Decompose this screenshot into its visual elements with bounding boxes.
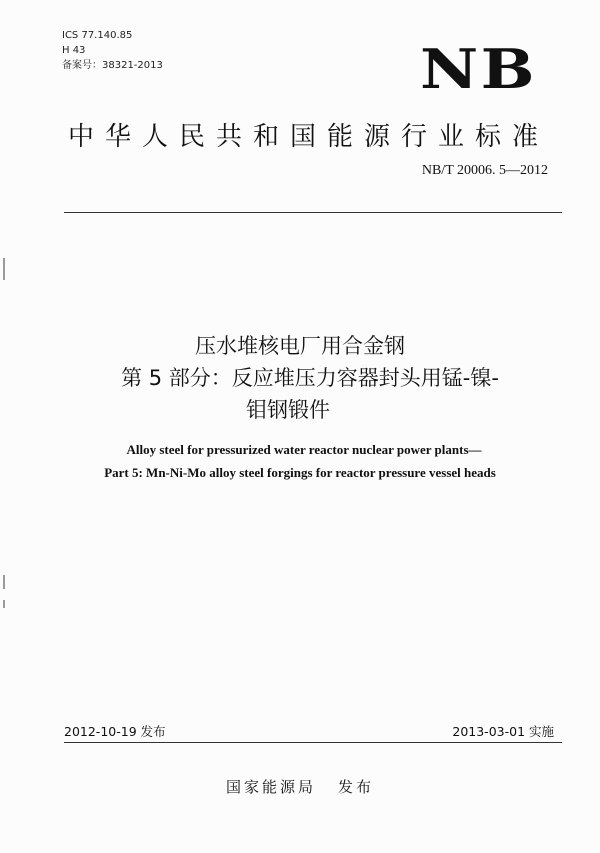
footer-divider	[64, 742, 562, 743]
publisher-name: 国家能源局	[226, 778, 317, 796]
publisher-line	[226, 776, 374, 797]
title-cn-line-2: 第 5 部分：反应堆压力容器封头用锰-镍-	[121, 366, 499, 390]
standard-type-title: 中华人民共和国能源行业标准	[68, 122, 550, 152]
header-divider	[64, 212, 562, 213]
title-cn-line-3: 钼钢锻件	[246, 398, 330, 422]
ics-code: ICS 77.140.85	[62, 30, 133, 41]
title-en-line-1: Alloy steel for pressurized water reactor nuclear power plants—	[126, 442, 482, 457]
nb-logo: NB	[420, 37, 537, 101]
classification-block	[62, 28, 163, 73]
issue-date: 2012-10-19 发布	[64, 724, 166, 739]
record-number: 备案号：38321-2013	[62, 60, 163, 71]
publisher-action: 发布	[338, 778, 375, 796]
standard-number: NB/T 20006. 5—2012	[421, 163, 548, 178]
title-en-line-2: Part 5: Mn-Ni-Mo alloy steel forgings for reactor pressure vessel heads	[104, 465, 496, 480]
scan-edge-mark	[3, 600, 5, 608]
implementation-date: 2013-03-01 实施	[452, 724, 554, 739]
scan-edge-mark	[3, 258, 5, 280]
scan-edge-mark	[3, 575, 5, 589]
title-cn-line-1: 压水堆核电厂用合金钢	[195, 334, 405, 358]
ccs-code: H 43	[62, 45, 86, 56]
